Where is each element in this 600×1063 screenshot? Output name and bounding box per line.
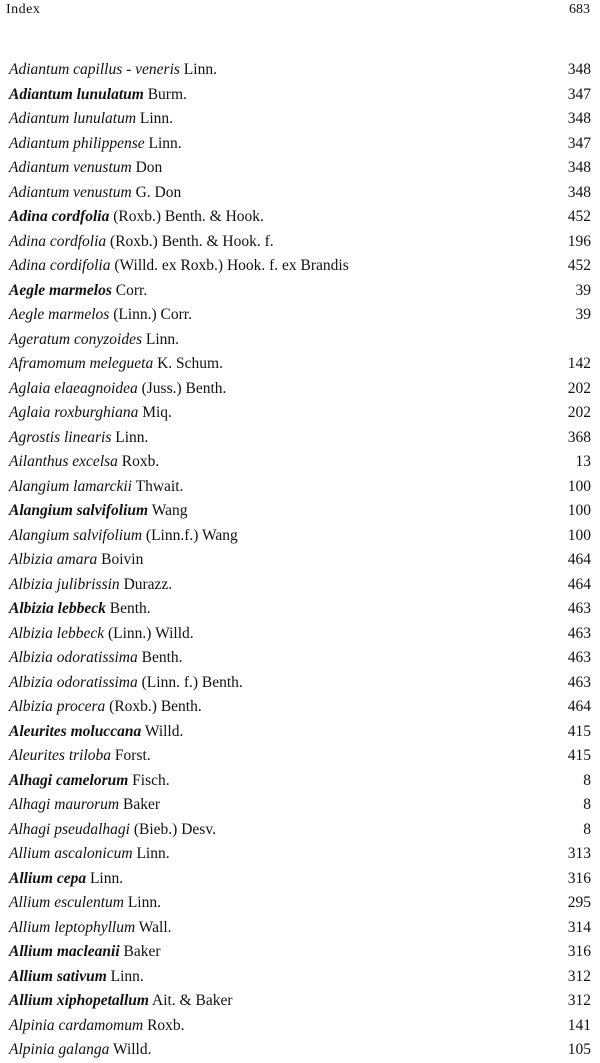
index-entry: [0, 744, 600, 769]
index-entry: [0, 254, 600, 279]
index-entry: [0, 1014, 600, 1039]
page-reference: 368: [567, 428, 591, 446]
index-entry: [0, 720, 600, 745]
page-reference: 312: [567, 967, 591, 985]
index-entry: [0, 989, 600, 1014]
author-citation: (Roxb.) Benth.: [109, 698, 202, 715]
genus-name: Adiantum: [9, 134, 70, 152]
genus-name: Aframomum: [9, 355, 86, 372]
page-reference: 8: [583, 820, 591, 838]
genus-name: Albizia: [9, 600, 54, 617]
species-epithet: procera: [56, 698, 106, 715]
author-citation: Burm.: [147, 85, 187, 103]
author-citation: Miq.: [142, 404, 172, 421]
species-epithet: sativum: [56, 967, 107, 985]
taxon-name: [9, 83, 187, 107]
page-reference: 314: [567, 918, 591, 936]
index-entry: [0, 475, 600, 500]
index-entry: [0, 597, 600, 622]
genus-name: Alhagi: [9, 820, 51, 838]
species-epithet: cordfolia: [49, 232, 107, 250]
genus-name: Albizia: [9, 673, 53, 691]
taxon-name: [9, 695, 202, 719]
index-entry: [0, 818, 600, 843]
taxon-name: [9, 401, 172, 425]
species-epithet: salvifolium: [73, 526, 143, 544]
species-epithet: roxburghiana: [54, 404, 139, 421]
index-entry: [0, 107, 600, 132]
page-reference: 464: [567, 551, 591, 568]
page-reference: 464: [567, 698, 591, 715]
author-citation: Willd.: [112, 1041, 152, 1058]
genus-name: Alangium: [9, 502, 73, 519]
author-citation: (Roxb.) Benth. & Hook. f.: [110, 232, 274, 250]
species-epithet: julibrissin: [56, 575, 120, 593]
page-reference: 463: [567, 600, 591, 617]
author-citation: Linn.: [183, 61, 217, 78]
page-reference: 295: [567, 894, 591, 911]
page-reference: 312: [567, 992, 591, 1009]
author-citation: Linn.: [136, 845, 170, 862]
taxon-name: [9, 107, 173, 131]
genus-name: Aleurites: [9, 747, 65, 764]
genus-name: Aglaia: [9, 404, 51, 421]
species-epithet: philippense: [73, 134, 145, 152]
species-epithet: conyzoides: [74, 330, 143, 348]
species-epithet: venustum: [73, 159, 132, 176]
page-reference: 464: [567, 575, 591, 593]
genus-name: Albizia: [9, 551, 53, 568]
genus-name: Adiantum: [9, 159, 70, 176]
taxon-name: [9, 181, 181, 205]
taxon-name: [9, 965, 144, 989]
taxon-name: [9, 1014, 185, 1038]
genus-name: Alangium: [9, 526, 70, 544]
page-header: [0, 0, 600, 22]
page-reference: 313: [567, 845, 591, 862]
index-entry: [0, 842, 600, 867]
taxon-name: [9, 328, 179, 352]
index-entry: [0, 965, 600, 990]
genus-name: Adiantum: [9, 183, 70, 201]
index-entry: [0, 769, 600, 794]
species-epithet: cordfolia: [51, 208, 110, 225]
page-reference: 141: [567, 1016, 591, 1034]
page-reference: 463: [567, 649, 591, 666]
taxon-name: [9, 793, 160, 817]
genus-name: Albizia: [9, 649, 53, 666]
index-entry: [0, 181, 600, 206]
page-reference: 347: [567, 134, 591, 152]
genus-name: Allium: [9, 869, 53, 887]
taxon-name: [9, 499, 188, 523]
genus-name: Albizia: [9, 698, 53, 715]
page-reference: 348: [567, 159, 591, 176]
author-citation: (Linn.f.) Wang: [145, 526, 238, 544]
taxon-name: [9, 891, 161, 915]
author-citation: (Roxb.) Benth. & Hook.: [113, 208, 264, 225]
taxon-name: [9, 744, 151, 768]
species-epithet: excelsa: [72, 453, 118, 470]
page-reference: 196: [567, 232, 591, 250]
author-citation: G. Don: [135, 183, 182, 201]
species-epithet: lunulatum: [76, 85, 144, 103]
index-entry: [0, 646, 600, 671]
index-entry: [0, 695, 600, 720]
taxon-name: [9, 426, 148, 450]
species-epithet: linearis: [63, 428, 112, 446]
author-citation: Boivin: [101, 551, 144, 568]
author-citation: (Bieb.) Desv.: [133, 820, 216, 838]
author-citation: (Linn.) Willd.: [108, 624, 194, 642]
genus-name: Agrostis: [9, 428, 61, 446]
species-epithet: odoratissima: [56, 649, 138, 666]
genus-name: Aegle: [9, 281, 46, 299]
species-epithet: lunulatum: [73, 110, 137, 127]
index-entry: [0, 622, 600, 647]
species-epithet: elaeagnoidea: [54, 379, 138, 397]
author-citation: (Juss.) Benth.: [141, 379, 227, 397]
taxon-name: [9, 867, 123, 891]
genus-name: Allium: [9, 918, 51, 936]
species-epithet: cepa: [56, 869, 87, 887]
taxon-name: [9, 132, 182, 156]
species-epithet: cardamomum: [58, 1016, 144, 1034]
taxon-name: [9, 524, 238, 548]
index-entry: [0, 450, 600, 475]
species-epithet: salvifolium: [76, 502, 149, 519]
page-reference: 39: [575, 306, 591, 323]
species-epithet: ascalonicum: [54, 845, 133, 862]
author-citation: (Willd. ex Roxb.) Hook. f. ex Brandis: [114, 257, 349, 274]
taxon-name: [9, 940, 161, 964]
taxon-name: [9, 720, 183, 744]
genus-name: Allium: [9, 967, 53, 985]
genus-name: Adiantum: [9, 61, 70, 78]
index-entry: [0, 279, 600, 304]
taxon-name: [9, 671, 243, 695]
page-reference: 452: [567, 208, 591, 225]
species-epithet: triloba: [68, 747, 112, 764]
author-citation: (Linn.) Corr.: [113, 306, 192, 323]
index-entry: [0, 916, 600, 941]
author-citation: Benth.: [109, 600, 151, 617]
author-citation: Wang: [151, 502, 188, 519]
author-citation: Willd.: [144, 722, 184, 740]
species-epithet: marmelos: [49, 281, 112, 299]
taxon-name: [9, 352, 223, 376]
page-reference: 452: [567, 257, 591, 274]
species-epithet: galanga: [58, 1041, 110, 1058]
author-citation: Linn.: [89, 869, 124, 887]
page-reference: 100: [567, 502, 591, 519]
taxon-name: [9, 58, 217, 82]
index-entry: [0, 352, 600, 377]
genus-name: Aglaia: [9, 379, 51, 397]
page-reference: 348: [567, 183, 591, 201]
genus-name: Ailanthus: [9, 453, 69, 470]
genus-name: Ageratum: [9, 330, 71, 348]
page-number: 683: [569, 2, 590, 17]
page-reference: 100: [567, 477, 591, 495]
index-entry: [0, 499, 600, 524]
species-epithet: xiphopetallum: [56, 992, 149, 1009]
species-epithet: pseudalhagi: [54, 820, 130, 838]
taxon-name: [9, 622, 194, 646]
author-citation: Thwait.: [135, 477, 184, 495]
author-citation: Roxb.: [147, 1016, 185, 1034]
page-reference: 348: [567, 110, 591, 127]
genus-name: Allium: [9, 845, 51, 862]
author-citation: Benth.: [141, 649, 183, 666]
index-entry: [0, 867, 600, 892]
author-citation: (Linn. f.) Benth.: [141, 673, 243, 691]
species-epithet: melegueta: [89, 355, 154, 372]
genus-name: Adina: [9, 208, 48, 225]
index-entry: [0, 58, 600, 83]
species-epithet: lebbeck: [56, 624, 105, 642]
index-entry: [0, 328, 600, 353]
species-epithet: camelorum: [55, 771, 129, 789]
page-reference: 8: [583, 796, 591, 813]
index-entry: [0, 205, 600, 230]
page-reference: 347: [567, 85, 591, 103]
species-epithet: venustum: [73, 183, 132, 201]
taxon-name: [9, 254, 349, 278]
author-citation: Linn.: [127, 894, 161, 911]
page-reference: 39: [575, 281, 591, 299]
page-reference: 105: [567, 1041, 591, 1058]
index-entry: [0, 793, 600, 818]
page-reference: 463: [567, 673, 591, 691]
index-entry: [0, 230, 600, 255]
running-head: Index: [6, 2, 41, 17]
genus-name: Alpinia: [9, 1041, 55, 1058]
taxon-name: [9, 450, 159, 474]
taxon-name: [9, 769, 170, 793]
taxon-name: [9, 548, 143, 572]
genus-name: Adiantum: [9, 85, 73, 103]
index-entry: [0, 1038, 600, 1063]
author-citation: Fisch.: [132, 771, 170, 789]
taxon-name: [9, 842, 170, 866]
author-citation: Ait. & Baker: [152, 992, 233, 1009]
page-reference: 202: [567, 404, 591, 421]
index-list: [0, 58, 600, 1063]
author-citation: Linn.: [110, 967, 144, 985]
author-citation: Linn.: [115, 428, 149, 446]
taxon-name: [9, 279, 147, 303]
genus-name: Alhagi: [9, 796, 51, 813]
taxon-name: [9, 377, 226, 401]
species-epithet: capillus - veneris: [73, 61, 180, 78]
index-entry: [0, 891, 600, 916]
genus-name: Aleurites: [9, 722, 67, 740]
index-entry: [0, 401, 600, 426]
taxon-name: [9, 1038, 152, 1062]
index-entry: [0, 426, 600, 451]
species-epithet: odoratissima: [56, 673, 138, 691]
taxon-name: [9, 989, 233, 1013]
author-citation: Linn.: [148, 134, 182, 152]
taxon-name: [9, 573, 172, 597]
taxon-name: [9, 646, 183, 670]
species-epithet: cordifolia: [49, 257, 111, 274]
author-citation: Forst.: [114, 747, 151, 764]
author-citation: Baker: [122, 796, 160, 813]
genus-name: Adina: [9, 232, 47, 250]
species-epithet: maurorum: [54, 796, 120, 813]
taxon-name: [9, 205, 264, 229]
author-citation: Durazz.: [123, 575, 173, 593]
species-epithet: leptophyllum: [54, 918, 136, 936]
index-entry: [0, 132, 600, 157]
genus-name: Adina: [9, 257, 47, 274]
genus-name: Adiantum: [9, 110, 70, 127]
author-citation: K. Schum.: [157, 355, 223, 372]
author-citation: Linn.: [139, 110, 174, 127]
genus-name: Allium: [9, 992, 53, 1009]
page-reference: 100: [567, 526, 591, 544]
genus-name: Alhagi: [9, 771, 53, 789]
page-reference: 463: [567, 624, 591, 642]
author-citation: Linn.: [145, 330, 180, 348]
index-entry: [0, 303, 600, 328]
author-citation: Don: [135, 159, 163, 176]
page-reference: 202: [567, 379, 591, 397]
author-citation: Wall.: [138, 918, 172, 936]
page-reference: 316: [567, 869, 591, 887]
index-entry: [0, 524, 600, 549]
page-reference: 8: [583, 771, 591, 789]
index-entry: [0, 940, 600, 965]
page-reference: 316: [567, 943, 591, 960]
index-entry: [0, 83, 600, 108]
species-epithet: esculentum: [54, 894, 124, 911]
taxon-name: [9, 818, 216, 842]
taxon-name: [9, 916, 172, 940]
page-reference: 415: [567, 747, 591, 764]
genus-name: Allium: [9, 943, 53, 960]
genus-name: Aegle: [9, 306, 45, 323]
index-entry: [0, 156, 600, 181]
author-citation: Corr.: [115, 281, 148, 299]
species-epithet: macleanii: [56, 943, 120, 960]
page-reference: 142: [567, 355, 591, 372]
index-entry: [0, 573, 600, 598]
taxon-name: [9, 475, 183, 499]
taxon-name: [9, 156, 162, 180]
species-epithet: lebbeck: [57, 600, 106, 617]
genus-name: Albizia: [9, 575, 53, 593]
index-entry: [0, 671, 600, 696]
species-epithet: amara: [56, 551, 98, 568]
species-epithet: marmelos: [48, 306, 110, 323]
species-epithet: moluccana: [70, 722, 142, 740]
index-entry: [0, 548, 600, 573]
taxon-name: [9, 597, 151, 621]
page-reference: 415: [567, 722, 591, 740]
genus-name: Alpinia: [9, 1016, 55, 1034]
author-citation: Baker: [123, 943, 161, 960]
genus-name: Alangium: [9, 477, 70, 495]
page-reference: 13: [575, 453, 591, 470]
genus-name: Albizia: [9, 624, 53, 642]
page-reference: 348: [567, 61, 591, 78]
author-citation: Roxb.: [121, 453, 160, 470]
species-epithet: lamarckii: [73, 477, 132, 495]
genus-name: Allium: [9, 894, 51, 911]
taxon-name: [9, 230, 274, 254]
taxon-name: [9, 303, 192, 327]
index-entry: [0, 377, 600, 402]
